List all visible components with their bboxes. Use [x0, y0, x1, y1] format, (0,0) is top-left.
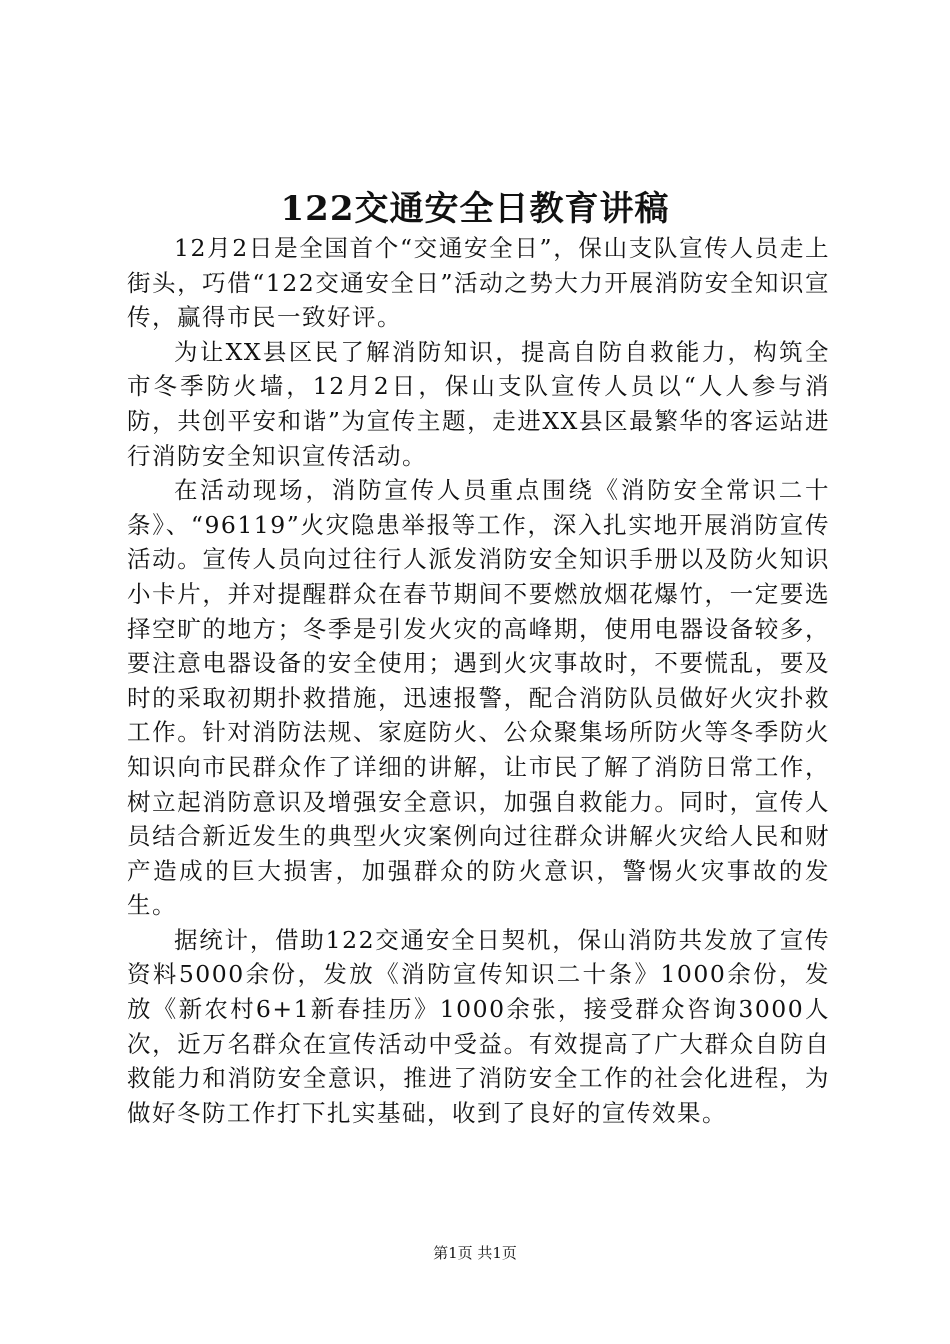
paragraph: 据统计，借助122交通安全日契机，保山消防共发放了宣传资料5000余份，发放《消防宣传知识二十条》1000余份，发放《新农村6+1新春挂历》1000余张，接受群众咨询3000人次，近万名群众在宣传活动中受益。有效提高了广大群众自防自救能力和消防安全意识，推进了消防安全工作的社会化进程，为做好冬防工作打下扎实基础，收到了良好的宣传效果。 — [127, 925, 830, 1127]
paragraph: 为让XX县区民了解消防知识，提高自防自救能力，构筑全市冬季防火墙，12月2日，保山支队宣传人员以“人人参与消防，共创平安和谐”为宣传主题，走进XX县区最繁华的客运站进行消防安全知识宣传活动。 — [127, 337, 830, 470]
page-footer: 第1页 共1页 — [433, 1244, 517, 1262]
paragraph: 在活动现场，消防宣传人员重点围绕《消防安全常识二十条》、“96119”火灾隐患举报等工作，深入扎实地开展消防宣传活动。宣传人员向过往行人派发消防安全知识手册以及防火知识小卡片，并对提醒群众在春节期间不要燃放烟花爆竹，一定要选择空旷的地方；冬季是引发火灾的高峰期，使用电器设备较多，要注意电器设备的安全使用；遇到火灾事故时，不要慌乱，要及时的采取初期扑救措施，迅速报警，配合消防队员做好火灾扑救工作。针对消防法规、家庭防火、公众聚集场所防火等冬季防火知识向市民群众作了详细的讲解，让市民了解了消防日常工作，树立起消防意识及增强安全意识，加强自救能力。同时，宣传人员结合新近发生的典型火灾案例向过往群众讲解火灾给人民和财产造成的巨大损害，加强群众的防火意识，警惕火灾事故的发生。 — [127, 476, 830, 920]
paragraph: 12月2日是全国首个“交通安全日”，保山支队宣传人员走上街头，巧借“122交通安全日”活动之势大力开展消防安全知识宣传，赢得市民一致好评。 — [127, 234, 830, 332]
document-title: 122交通安全日教育讲稿 — [280, 189, 670, 229]
document-body — [127, 231, 830, 1130]
